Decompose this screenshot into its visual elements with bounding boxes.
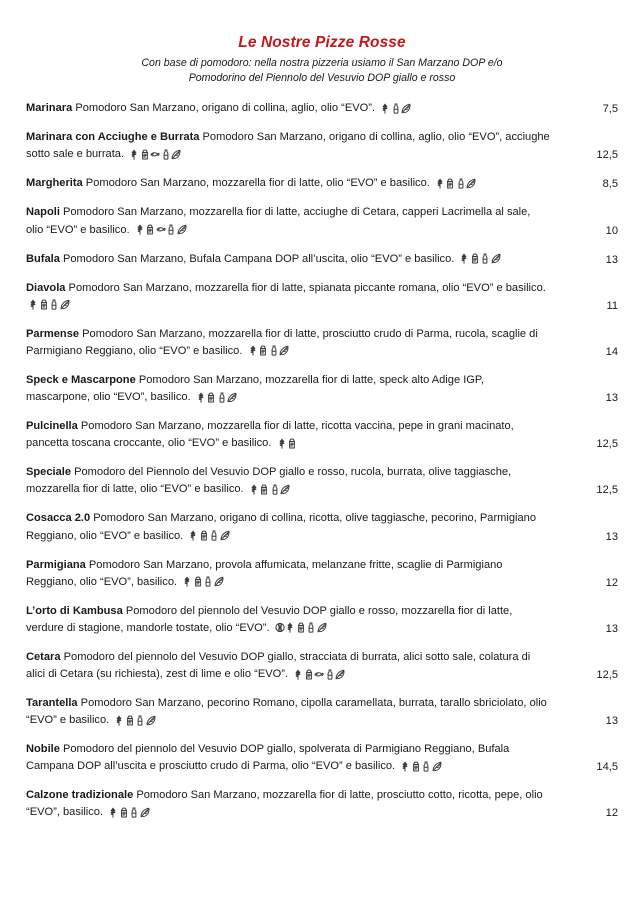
menu-item	[26, 787, 618, 822]
bottle-icon	[325, 669, 335, 680]
wheat-icon	[400, 761, 410, 772]
bottle-icon	[129, 807, 139, 818]
menu-item-ingredients: Pomodoro del piennolo del Vesuvio DOP giallo e rosso, mozzarella fior di latte, verdure di stagione, mandorle tostate, olio “EVO”.	[26, 604, 513, 634]
menu-item-ingredients: Pomodoro del piennolo del Vesuvio DOP giallo, stracciata di burrata, alici sotto sale, colatura di alici di Cetara (su richiesta), zest di lime e olio “EVO”.	[26, 650, 531, 680]
menu-item	[26, 510, 618, 545]
menu-header	[26, 0, 618, 86]
menu-item-ingredients: Pomodoro San Marzano, mozzarella fior di latte, ricotta vaccina, pepe in grani macinato, pancetta toscana croccante, olio “EVO” e basilico.	[26, 420, 514, 450]
bottle-icon	[391, 103, 401, 114]
menu-item	[26, 603, 618, 638]
menu-item-description	[26, 649, 560, 684]
milk-icon	[206, 392, 216, 403]
milk-icon	[145, 224, 155, 235]
menu-item-price: 10	[605, 224, 618, 237]
allergen-icon-group	[196, 390, 238, 407]
menu-item-ingredients: Pomodoro San Marzano, mozzarella fior di latte, prosciutto cotto, ricotta, pepe, olio “EVO”, basilico.	[26, 789, 543, 819]
menu-item-price: 12,5	[596, 438, 618, 451]
leaf-icon	[466, 178, 476, 189]
leaf-icon	[227, 392, 237, 403]
menu-item	[26, 280, 618, 315]
menu-item-price: 13	[605, 622, 618, 635]
menu-item-name: Diavola	[26, 281, 66, 294]
menu-item-price: 13	[605, 530, 618, 543]
menu-item-price: 8,5	[602, 178, 618, 191]
allergen-icon-group	[249, 482, 291, 499]
menu-item-description	[26, 741, 560, 776]
menu-item-ingredients: Pomodoro San Marzano, mozzarella fior di latte, spianata piccante romana, olio “EVO” e basilico.	[65, 281, 546, 294]
fish-icon	[156, 224, 166, 235]
menu-item-price: 13	[605, 392, 618, 405]
menu-item-ingredients: Pomodoro San Marzano, origano di collina, aglio, olio “EVO”.	[72, 102, 379, 115]
wheat-icon	[380, 103, 390, 114]
wheat-icon	[249, 484, 259, 495]
allergen-icon-group	[108, 805, 150, 822]
allergen-icon-group	[400, 759, 442, 776]
leaf-icon	[146, 715, 156, 726]
menu-item	[26, 326, 618, 361]
allergen-icon-group	[275, 621, 328, 638]
menu-item-name: Bufala	[26, 252, 60, 265]
fish-icon	[150, 149, 160, 160]
menu-item-ingredients: Pomodoro San Marzano, mozzarella fior di latte, prosciutto crudo di Parma, rucola, scaglie di Parmigiano Reggiano, olio “EVO” e basilico.	[26, 327, 538, 357]
menu-item-name: Speciale	[26, 466, 72, 479]
bottle-icon	[456, 178, 466, 189]
milk-icon	[39, 299, 49, 310]
menu-item-ingredients: Pomodoro San Marzano, mozzarella fior di latte, speck alto Adige IGP, mascarpone, olio “EVO”, basilico.	[26, 373, 484, 404]
leaf-icon	[280, 484, 290, 495]
leaf-icon	[279, 345, 289, 356]
allergen-icon-group	[380, 101, 412, 118]
wheat-icon	[435, 178, 445, 189]
menu-item	[26, 372, 618, 407]
leaf-icon	[491, 253, 501, 264]
menu-item	[26, 129, 618, 164]
menu-item	[26, 418, 618, 453]
menu-item-name: Cetara	[26, 650, 61, 663]
wheat-icon	[293, 669, 303, 680]
milk-icon	[411, 761, 421, 772]
menu-item-description	[26, 326, 560, 361]
menu-item-ingredients: Pomodoro San Marzano, origano di collina, ricotta, olive taggiasche, pecorino, Parmigiano Reggiano, olio “EVO” e basilico.	[26, 512, 537, 542]
menu-item	[26, 464, 618, 499]
menu-item-price: 12,5	[596, 668, 618, 681]
leaf-icon	[171, 149, 181, 160]
nut-icon	[275, 622, 285, 633]
leaf-icon	[317, 622, 327, 633]
bottle-icon	[161, 149, 171, 160]
bottle-icon	[135, 715, 145, 726]
menu-item-price: 11	[606, 299, 618, 312]
bottle-icon	[203, 576, 213, 587]
menu-item-description	[26, 464, 560, 499]
wheat-icon	[28, 299, 38, 310]
bottle-icon	[270, 484, 280, 495]
menu-item-name: Tarantella	[26, 697, 78, 710]
bottle-icon	[217, 392, 227, 403]
menu-item-price: 14	[605, 345, 618, 358]
menu-item-description	[26, 695, 560, 730]
menu-subtitle-line-1: Con base di pomodoro: nella nostra pizzeria usiamo il San Marzano DOP e/o	[141, 57, 503, 70]
allergen-icon-group	[28, 298, 70, 315]
menu-item-price: 7,5	[602, 103, 618, 116]
milk-icon	[304, 669, 314, 680]
menu-item-description	[26, 280, 560, 315]
wheat-icon	[248, 345, 258, 356]
bottle-icon	[421, 761, 431, 772]
menu-item-description	[26, 100, 560, 118]
menu-item-price: 12,5	[596, 484, 618, 497]
wheat-icon	[459, 253, 469, 264]
menu-item-ingredients: Pomodoro del Piennolo del Vesuvio DOP giallo e rosso, rucola, burrata, olive taggiasche, mozzarella fior di latte, olio “EVO” e basilico.	[26, 466, 512, 496]
bottle-icon	[49, 299, 59, 310]
menu-item	[26, 741, 618, 776]
menu-item-name: Marinara	[26, 102, 73, 115]
menu-item-price: 13	[605, 253, 618, 266]
menu-item-name: Parmigiana	[26, 558, 86, 571]
menu-item-price: 12	[605, 807, 618, 820]
bottle-icon	[480, 253, 490, 264]
leaf-icon	[60, 299, 70, 310]
milk-icon	[259, 484, 269, 495]
milk-icon	[140, 149, 150, 160]
menu-item	[26, 649, 618, 684]
fish-icon	[314, 669, 324, 680]
leaf-icon	[177, 224, 187, 235]
menu-item-description	[26, 557, 560, 592]
menu-item-description	[26, 204, 560, 239]
milk-icon	[119, 807, 129, 818]
menu-item-name: Pulcinella	[26, 420, 78, 433]
leaf-icon	[401, 103, 411, 114]
allergen-icon-group	[188, 529, 230, 546]
menu-item-price: 14,5	[596, 761, 618, 774]
menu-subtitle	[87, 56, 557, 86]
wheat-icon	[188, 530, 198, 541]
menu-item-name: Napoli	[26, 206, 60, 219]
menu-item-name: Cosacca 2.0	[26, 512, 91, 525]
menu-item	[26, 251, 618, 269]
bottle-icon	[269, 345, 279, 356]
menu-item-ingredients: Pomodoro San Marzano, origano di collina, aglio, olio “EVO”, acciughe sotto sale e burrata.	[26, 131, 550, 161]
wheat-icon	[182, 576, 192, 587]
allergen-icon-group	[129, 147, 182, 164]
wheat-icon	[114, 715, 124, 726]
menu-item	[26, 100, 618, 118]
menu-item-description	[26, 418, 560, 453]
milk-icon	[287, 438, 297, 449]
milk-icon	[199, 530, 209, 541]
bottle-icon	[209, 530, 219, 541]
allergen-icon-group	[293, 667, 346, 684]
milk-icon	[470, 253, 480, 264]
milk-icon	[125, 715, 135, 726]
menu-item-name: L’orto di Kambusa	[26, 604, 123, 617]
menu-item-name: Marinara con Acciughe e Burrata	[26, 131, 200, 144]
menu-item-ingredients: Pomodoro San Marzano, Bufala Campana DOP all’uscita, olio “EVO” e basilico.	[59, 252, 458, 265]
menu-item-description	[26, 787, 560, 822]
wheat-icon	[285, 622, 295, 633]
wheat-icon	[277, 438, 287, 449]
menu-subtitle-line-2: Pomodorino del Piennolo del Vesuvio DOP giallo e rosso	[188, 72, 456, 85]
menu-item-name: Nobile	[26, 743, 60, 756]
allergen-icon-group	[277, 436, 298, 453]
menu-item	[26, 175, 618, 193]
menu-item-name: Parmense	[26, 327, 80, 340]
bottle-icon	[306, 622, 316, 633]
wheat-icon	[196, 392, 206, 403]
wheat-icon	[108, 807, 118, 818]
wheat-icon	[135, 224, 145, 235]
menu-item-price: 13	[605, 715, 618, 728]
allergen-icon-group	[135, 223, 188, 240]
milk-icon	[193, 576, 203, 587]
milk-icon	[296, 622, 306, 633]
menu-item-ingredients: Pomodoro San Marzano, mozzarella fior di latte, olio “EVO” e basilico.	[82, 177, 433, 190]
menu-item-name: Margherita	[26, 177, 83, 190]
menu-item-description	[26, 510, 560, 545]
allergen-icon-group	[435, 176, 477, 193]
allergen-icon-group	[114, 713, 156, 730]
menu-item-ingredients: Pomodoro del piennolo del Vesuvio DOP giallo, spolverata di Parmigiano Reggiano, Bufala Campana DOP all’uscita e prosciutto crudo di Parma, olio “EVO” e basilico.	[26, 743, 510, 773]
menu-item-description	[26, 175, 560, 193]
menu-item-description	[26, 129, 560, 164]
menu-item-ingredients: Pomodoro San Marzano, mozzarella fior di latte, acciughe di Cetara, capperi Lacrimella al sale, olio “EVO” e basilico.	[26, 206, 531, 236]
bottle-icon	[166, 224, 176, 235]
allergen-icon-group	[248, 344, 290, 361]
menu-item	[26, 204, 618, 239]
menu-item	[26, 557, 618, 592]
menu-item-list	[26, 100, 618, 822]
menu-item-description	[26, 372, 560, 407]
milk-icon	[258, 345, 268, 356]
menu-item-description	[26, 251, 560, 269]
menu-item-price: 12	[605, 576, 618, 589]
allergen-icon-group	[182, 575, 224, 592]
leaf-icon	[214, 576, 224, 587]
page-title: Le Nostre Pizze Rosse	[238, 34, 406, 51]
leaf-icon	[220, 530, 230, 541]
menu-item	[26, 695, 618, 730]
milk-icon	[445, 178, 455, 189]
menu-item-name: Speck e Mascarpone	[26, 373, 136, 386]
menu-item-ingredients: Pomodoro San Marzano, pecorino Romano, cipolla caramellata, burrata, tarallo sbriciolato, olio “EVO” e basilico.	[26, 697, 547, 727]
allergen-icon-group	[459, 252, 501, 269]
wheat-icon	[129, 149, 139, 160]
menu-item-price: 12,5	[596, 149, 618, 162]
menu-item-name: Calzone tradizionale	[26, 789, 134, 802]
menu-item-description	[26, 603, 560, 638]
menu-item-ingredients: Pomodoro San Marzano, provola affumicata, melanzane fritte, scaglie di Parmigiano Reggiano, olio “EVO”, basilico.	[26, 558, 503, 588]
leaf-icon	[140, 807, 150, 818]
leaf-icon	[335, 669, 345, 680]
leaf-icon	[432, 761, 442, 772]
